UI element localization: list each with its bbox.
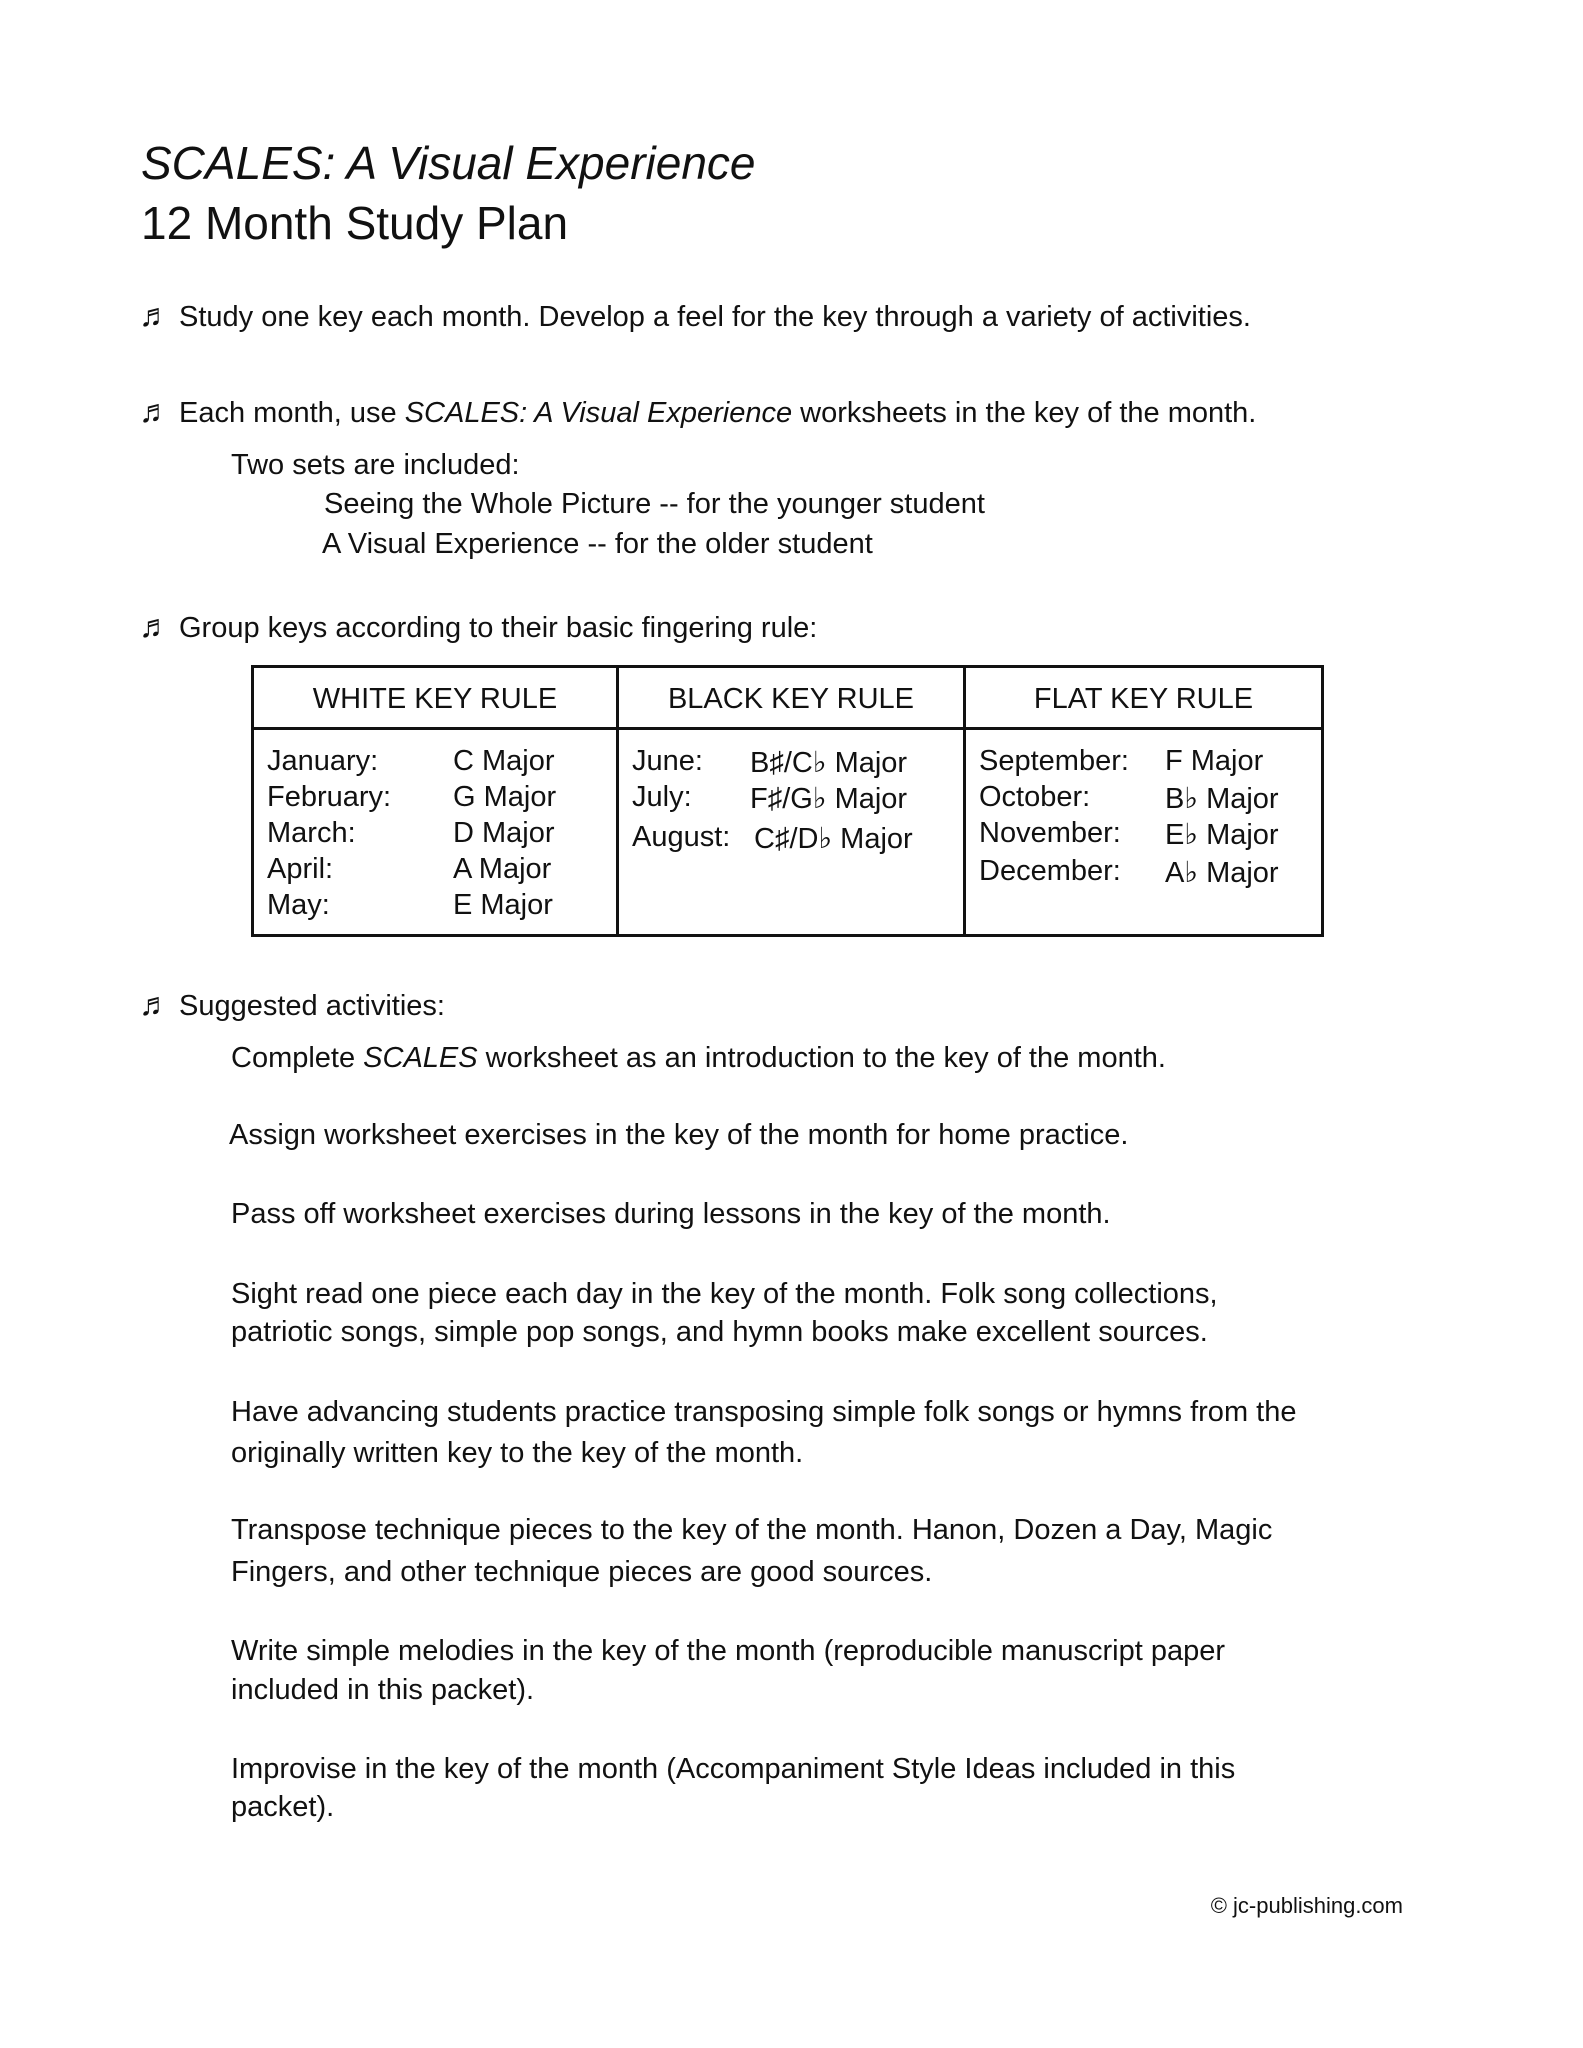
column-header: BLACK KEY RULE bbox=[619, 668, 963, 730]
activity-sight-read-line-2: patriotic songs, simple pop songs, and hymn books make excellent sources. bbox=[231, 1316, 1208, 1348]
month-label: February: bbox=[267, 781, 392, 813]
month-label: September: bbox=[979, 745, 1129, 777]
page-title: SCALES: A Visual Experience bbox=[141, 137, 756, 189]
key-value: A Major bbox=[453, 853, 552, 885]
table-row bbox=[267, 889, 610, 925]
white-key-rule-column bbox=[254, 668, 616, 934]
activity-technique-line-1: Transpose technique pieces to the key of the month. Hanon, Dozen a Day, Magic bbox=[231, 1514, 1273, 1546]
table-row bbox=[979, 745, 1315, 781]
sets-intro: Two sets are included: bbox=[231, 449, 520, 481]
copyright-footer: © jc-publishing.com bbox=[1210, 1893, 1403, 1918]
activity-text: Complete bbox=[231, 1042, 364, 1074]
music-note-icon: ♬ bbox=[139, 393, 171, 429]
activity-complete-worksheet bbox=[231, 1042, 1166, 1075]
music-note-icon: ♬ bbox=[139, 297, 171, 333]
month-label: June: bbox=[632, 745, 703, 777]
page-subtitle: 12 Month Study Plan bbox=[141, 197, 569, 249]
activity-sight-read-line-1: Sight read one piece each day in the key of the month. Folk song collections, bbox=[231, 1278, 1218, 1310]
month-label: April: bbox=[267, 853, 334, 885]
flat-key-rule-column bbox=[963, 668, 1321, 934]
month-label: March: bbox=[267, 817, 356, 849]
bullet-text: Group keys according to their basic fingering rule: bbox=[179, 612, 818, 644]
activity-text: worksheet as an introduction to the key of the month. bbox=[477, 1042, 1166, 1074]
activity-assign-worksheet: Assign worksheet exercises in the key of the month for home practice. bbox=[229, 1119, 1129, 1151]
month-label: January: bbox=[267, 745, 379, 777]
bullet-text: worksheets in the key of the month. bbox=[792, 397, 1257, 429]
table-row bbox=[632, 821, 957, 857]
book-title-emphasis: SCALES bbox=[363, 1042, 478, 1074]
table-row bbox=[632, 745, 957, 781]
activity-improvise-line-2: packet). bbox=[231, 1791, 335, 1823]
key-value: F♯/G♭ Major bbox=[750, 783, 908, 815]
key-value: B♯/C♭ Major bbox=[750, 747, 908, 779]
month-label: November: bbox=[979, 817, 1121, 849]
month-label: December: bbox=[979, 855, 1121, 887]
month-label: October: bbox=[979, 781, 1091, 813]
activity-technique-line-2: Fingers, and other technique pieces are good sources. bbox=[231, 1556, 933, 1588]
table-row bbox=[979, 817, 1315, 853]
bullet-text: Study one key each month. Develop a feel for the key through a variety of activities. bbox=[179, 301, 1251, 333]
key-value: D Major bbox=[453, 817, 555, 849]
music-note-icon: ♬ bbox=[139, 608, 171, 644]
set-item-younger: Seeing the Whole Picture -- for the younger student bbox=[324, 488, 985, 520]
fingering-rule-table bbox=[251, 665, 1324, 937]
activity-improvise-line-1: Improvise in the key of the month (Accompaniment Style Ideas included in this bbox=[231, 1753, 1236, 1785]
column-header: FLAT KEY RULE bbox=[966, 668, 1321, 730]
bullet-group-keys bbox=[139, 608, 817, 645]
table-row bbox=[267, 853, 610, 889]
key-value: G Major bbox=[453, 781, 557, 813]
key-value: E Major bbox=[453, 889, 553, 921]
month-label: July: bbox=[632, 781, 692, 813]
key-value: F Major bbox=[1165, 745, 1264, 777]
table-row bbox=[267, 817, 610, 853]
activity-melodies-line-1: Write simple melodies in the key of the month (reproducible manuscript paper bbox=[231, 1635, 1225, 1667]
book-title-emphasis: SCALES: A Visual Experience bbox=[404, 397, 793, 429]
table-row bbox=[267, 745, 610, 781]
activity-pass-off: Pass off worksheet exercises during lessons in the key of the month. bbox=[231, 1198, 1111, 1230]
key-value: B♭ Major bbox=[1165, 783, 1279, 815]
key-value: C♯/D♭ Major bbox=[754, 823, 913, 855]
month-label: May: bbox=[267, 889, 330, 921]
table-row bbox=[267, 781, 610, 817]
column-header: WHITE KEY RULE bbox=[254, 668, 616, 730]
month-label: August: bbox=[632, 821, 731, 853]
table-row bbox=[979, 855, 1315, 891]
bullet-text: Each month, use bbox=[179, 397, 405, 429]
bullet-suggested-activities bbox=[139, 986, 445, 1023]
activity-melodies-line-2: included in this packet). bbox=[231, 1674, 535, 1706]
black-key-rule-column bbox=[616, 668, 963, 934]
bullet-study-one-key bbox=[139, 297, 1251, 334]
set-item-older: A Visual Experience -- for the older student bbox=[322, 528, 873, 560]
table-row bbox=[632, 781, 957, 817]
key-value: A♭ Major bbox=[1165, 857, 1279, 889]
table-row bbox=[979, 781, 1315, 817]
bullet-text: Suggested activities: bbox=[179, 990, 445, 1022]
bullet-each-month bbox=[139, 393, 1256, 430]
activity-transposing-line-2: originally written key to the key of the month. bbox=[231, 1437, 804, 1469]
key-value: C Major bbox=[453, 745, 555, 777]
key-value: E♭ Major bbox=[1165, 819, 1279, 851]
music-note-icon: ♬ bbox=[139, 986, 171, 1022]
activity-transposing-line-1: Have advancing students practice transposing simple folk songs or hymns from the bbox=[231, 1396, 1297, 1428]
